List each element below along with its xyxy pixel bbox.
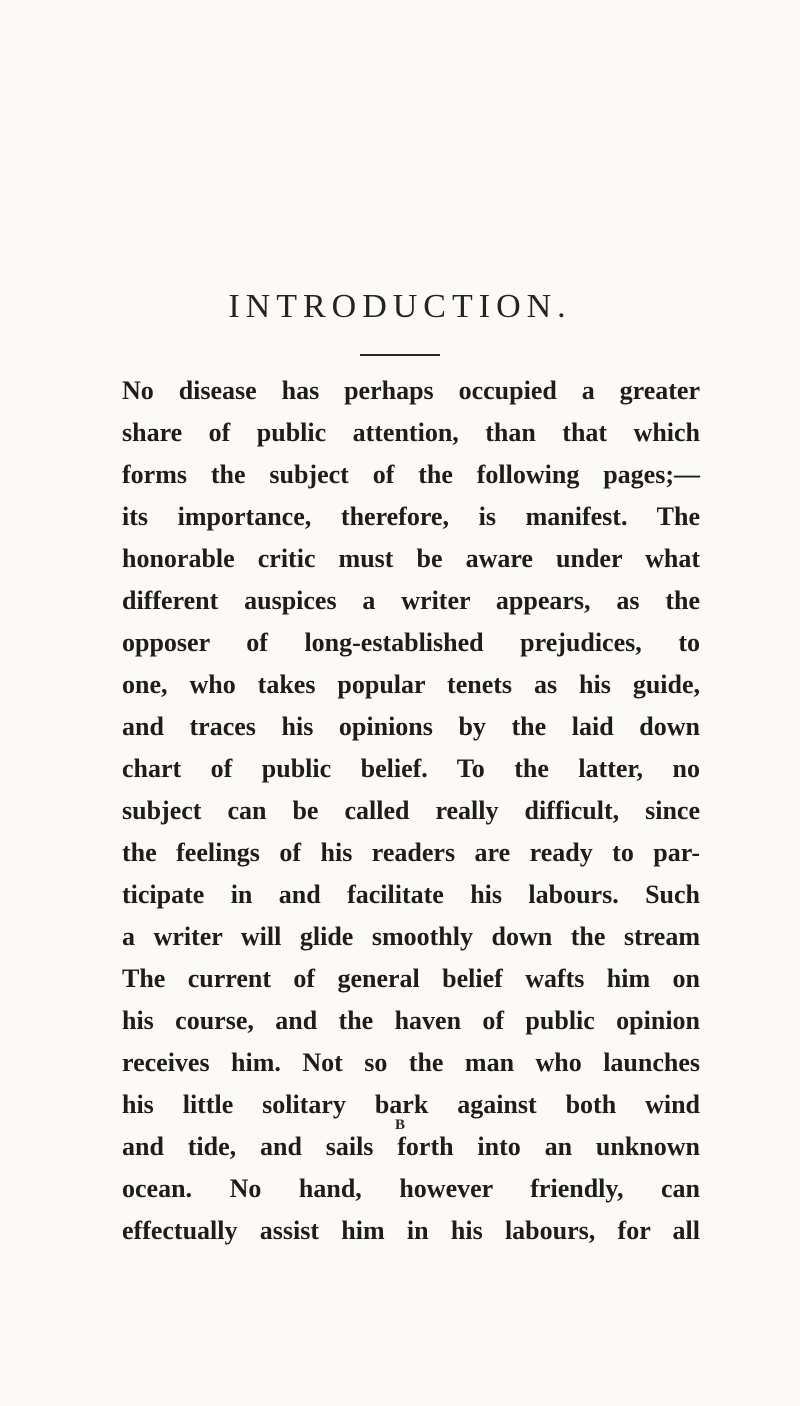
text-line: and tide, and sails forth into an unknown <box>122 1132 700 1161</box>
chapter-heading: INTRODUCTION. <box>228 288 572 325</box>
text-line: The current of general belief wafts him on <box>122 964 700 993</box>
text-line: his course, and the haven of public opinion <box>122 1006 700 1035</box>
text-line: No disease has perhaps occupied a greater <box>122 376 700 405</box>
text-line: opposer of long-established prejudices, to <box>122 628 700 657</box>
text-line: a writer will glide smoothly down the stream <box>122 922 700 951</box>
text-line: receives him. Not so the man who launches <box>122 1048 700 1077</box>
text-line: one, who takes popular tenets as his guide, <box>122 670 700 699</box>
text-line: ocean. No hand, however friendly, can <box>122 1174 700 1203</box>
text-line: forms the subject of the following pages;— <box>122 460 700 489</box>
text-line: the feelings of his readers are ready to par- <box>122 838 700 867</box>
text-line: share of public attention, than that which <box>122 418 700 447</box>
text-line: its importance, therefore, is manifest. The <box>122 502 700 531</box>
text-line: chart of public belief. To the latter, no <box>122 754 700 783</box>
text-line: different auspices a writer appears, as the <box>122 586 700 615</box>
text-line: effectually assist him in his labours, for all <box>122 1216 700 1245</box>
text-line: honorable critic must be aware under what <box>122 544 700 573</box>
signature-mark: B <box>394 1117 405 1133</box>
text-line: and traces his opinions by the laid down <box>122 712 700 741</box>
heading-rule <box>360 354 440 356</box>
text-line: subject can be called really difficult, since <box>122 796 700 825</box>
text-line: ticipate in and facilitate his labours. Such <box>122 880 700 909</box>
text-line: his little solitary bark against both wind <box>122 1090 700 1119</box>
